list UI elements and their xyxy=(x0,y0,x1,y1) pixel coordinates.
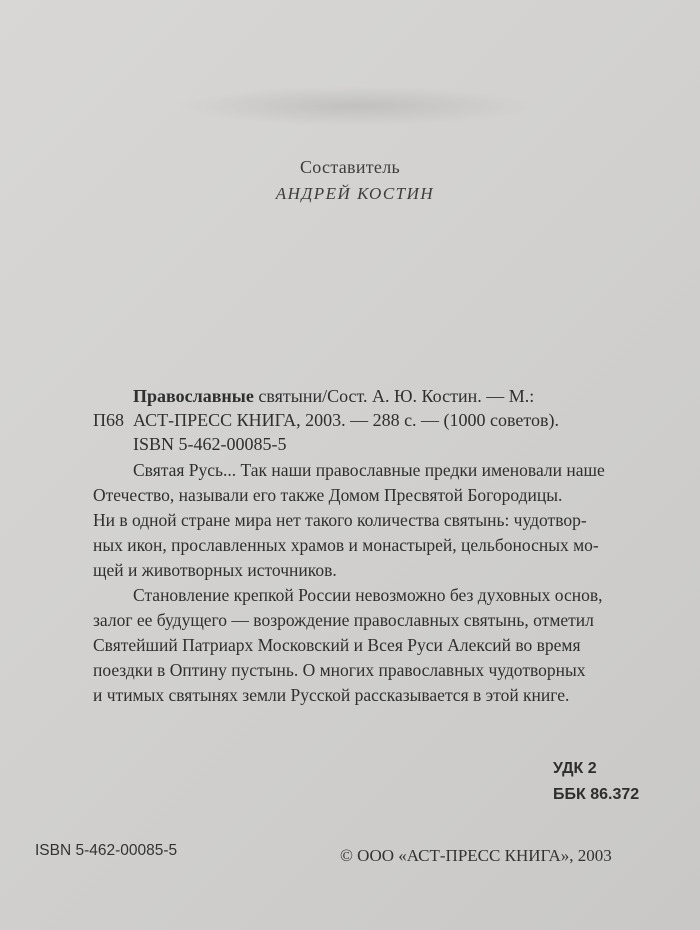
annotation-line: Святая Русь... Так наши православные предки именовали наше xyxy=(133,460,605,480)
bleed-through-title xyxy=(175,86,535,126)
catalog-title-line xyxy=(93,384,638,408)
footer-isbn: ISBN 5-462-00085-5 xyxy=(35,842,178,859)
annotation-line: Святейший Патриарх Московский и Всея Руси Алексий во время xyxy=(93,635,581,655)
catalog-isbn: ISBN 5-462-00085-5 xyxy=(133,434,287,454)
catalog-title-rest: святыни/Сост. А. Ю. Костин. — М.: xyxy=(253,386,535,406)
udk-code: УДК 2 xyxy=(553,760,597,777)
catalog-publisher-line xyxy=(93,408,638,432)
annotation-line: Становление крепкой России невозможно без духовных основ, xyxy=(133,585,603,605)
catalog-title-bold: Православные xyxy=(133,386,254,406)
compiler-name: АНДРЕЙ КОСТИН xyxy=(275,184,435,203)
catalog-publisher: АСТ-ПРЕСС КНИГА, 2003. — 288 с. — (1000 советов). xyxy=(133,410,560,430)
annotation-line: щей и животворных источников. xyxy=(93,560,337,580)
annotation-line: Ни в одной стране мира нет такого количества святынь: чудотвор- xyxy=(93,510,587,530)
annotation xyxy=(93,458,638,708)
copyright-notice: © ООО «АСТ-ПРЕСС КНИГА», 2003 xyxy=(340,846,612,865)
annotation-line: ных икон, прославленных храмов и монастырей, цельбоносных мо- xyxy=(93,535,599,555)
catalog-cipher: П68 xyxy=(93,410,124,430)
annotation-line: поездки в Оптину пустынь. О многих православных чудотворных xyxy=(93,660,586,680)
annotation-line: Отечество, называли его также Домом Пресвятой Богородицы. xyxy=(93,485,563,505)
catalog-record xyxy=(93,384,638,708)
annotation-line: и чтимых святынях земли Русской рассказывается в этой книге. xyxy=(93,685,570,705)
bbk-code: ББК 86.372 xyxy=(553,786,640,803)
annotation-line: залог ее будущего — возрождение православных святынь, отметил xyxy=(93,610,594,630)
compiler-label: Составитель xyxy=(300,157,400,177)
